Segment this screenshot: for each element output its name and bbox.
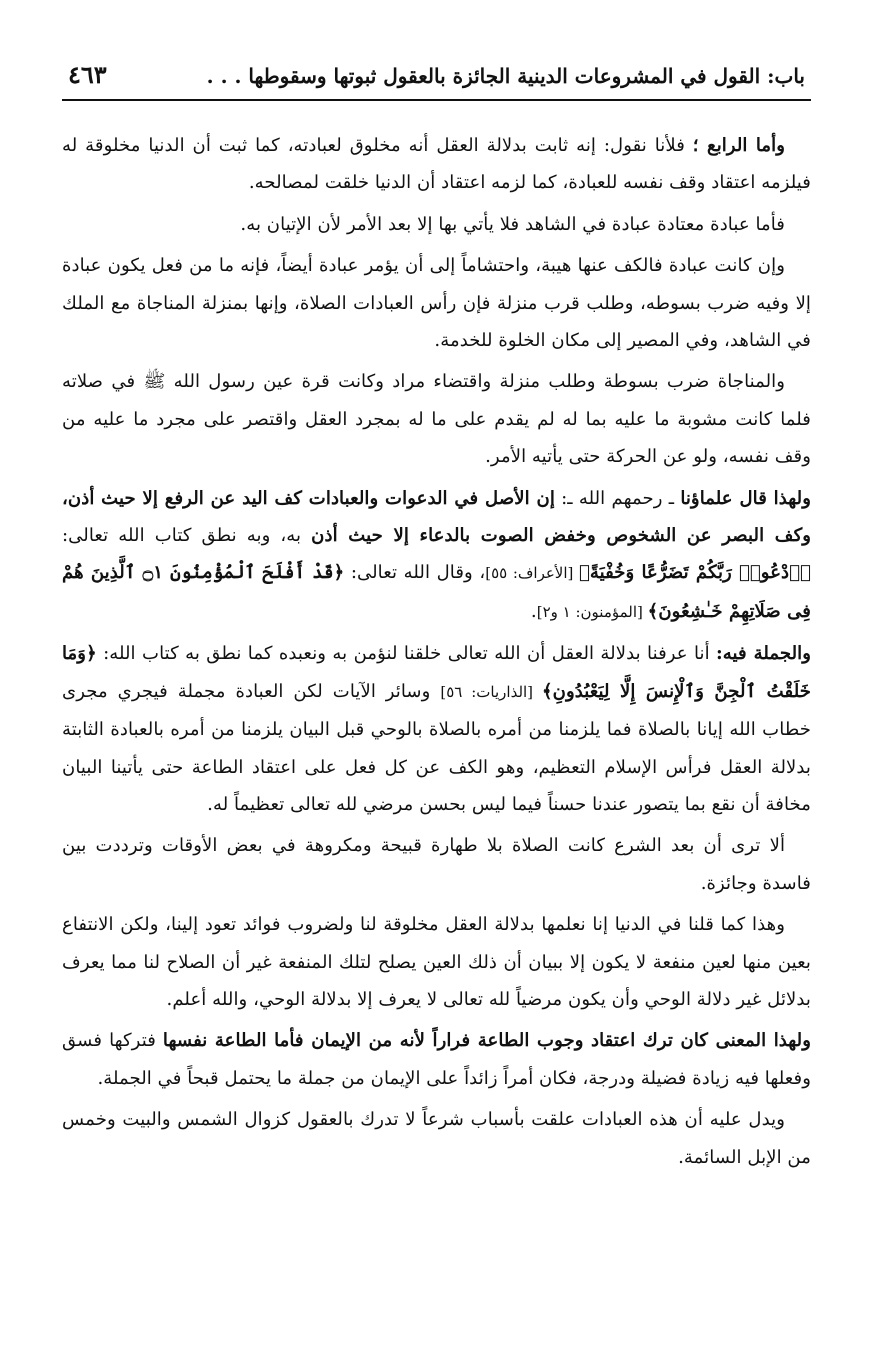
- paragraph-6: [62, 635, 811, 823]
- paragraph-text: فأما عبادة معتادة عبادة في الشاهد فلا يأتي بها إلا بعد الأمر لأن الإتيان به.: [240, 213, 785, 235]
- verse-reference: [الذاريات: ٥٦]: [440, 682, 542, 701]
- page-body: [62, 127, 811, 1176]
- verse-reference: [المؤمنون: ١ و٢]: [536, 602, 648, 621]
- lead-phrase: ولهذا المعنى كان ترك اعتقاد وجوب الطاعة فراراً لأنه من الإيمان فأما الطاعة نفسها: [162, 1030, 812, 1052]
- paragraph-10: [62, 1101, 811, 1176]
- paragraph-7: [62, 827, 811, 902]
- paragraph-4: [62, 363, 811, 475]
- paragraph-text: ، وقال الله تعالى:: [344, 562, 486, 584]
- paragraph-9: [62, 1022, 811, 1097]
- quran-verse: ﴿وَمَا خَلَقْتُ ٱلْجِنَّ وَٱلْإِنسَ إِلَّا لِيَعْبُدُونِ﴾: [62, 643, 812, 702]
- page-header: [62, 60, 811, 101]
- paragraph-5: [62, 480, 811, 632]
- paragraph-1: [62, 127, 811, 202]
- lead-phrase: وأما الرابع ؛: [692, 135, 785, 156]
- paragraph-text: ويدل عليه أن هذه العبادات علقت بأسباب شرعاً لا تدرك بالعقول كزوال الشمس والبيت وخمس من الإبل السائمة.: [62, 1109, 811, 1168]
- paragraph-text: ـ رحمهم الله ـ:: [554, 487, 681, 509]
- paragraph-text: وإن كانت عبادة فالكف عنها هيبة، واحتشاماً إلى أن يؤمر عبادة أيضاً، فإنه ما من فعل يكون عبادة إلا وفيه ضرب بسوطه، وطلب قرب منزلة فإن رأس العبادات الصلاة، وإنها بمنزلة المناجاة مع الملك في الشاهد، وفي المصير إلى مكان الخلوة للخدمة.: [62, 255, 811, 352]
- lead-phrase: ولهذا قال علماؤنا: [680, 487, 811, 509]
- paragraph-text: فتركها فسق وفعلها فيه زيادة فضيلة ودرجة، فكان أمراً زائداً على الإيمان من جملة ما يحتمل قبحاً في الجملة.: [62, 1030, 811, 1089]
- paragraph-text: به، وبه نطق كتاب الله تعالى:: [62, 525, 312, 547]
- paragraph-text: أنا عرفنا بدلالة العقل أن الله تعالى خلقنا لنؤمن به ونعبده كما نطق به كتاب الله:: [96, 643, 717, 665]
- quran-verse: ﴿ٱدْعُوا۟ رَبَّكُمْ تَضَرُّعًا وَخُفْيَةً﴾: [578, 562, 811, 584]
- paragraph-8: [62, 906, 811, 1018]
- verse-reference: [الأعراف: ٥٥]: [485, 564, 579, 583]
- paragraph-3: [62, 247, 811, 359]
- paragraph-text: فلأنا نقول: إنه ثابت بدلالة العقل أنه مخلوق لعبادته، كما ثبت أن الدنيا مخلوقة له فيلزمه اعتقاد وقف نفسه للعبادة، كما لزمه اعتقاد أن الدنيا خلقت لمصالحه.: [62, 135, 811, 194]
- page-number: ٤٦٣: [68, 60, 107, 89]
- paragraph-text: وهذا كما قلنا في الدنيا إنا نعلمها بدلالة العقل مخلوقة لنا ولضروب فوائد تعود إلينا، ولكن الانتفاع بعين منها لعين منفعة لا يكون إلا ببيان أن ذلك العين يصلح لتلك المنفعة غير أن الصلاح لنا مما يعرف بدلائل غير دلالة الوحي وأن يكون مرضياً لله تعالى لا يعرف إلا بدلالة الوحي، والله أعلم.: [62, 914, 811, 1010]
- lead-phrase: والجملة فيه:: [716, 643, 811, 665]
- paragraph-2: [62, 206, 811, 243]
- chapter-title: باب: القول في المشروعات الدينية الجائزة بالعقول ثبوتها وسقوطها . . .: [206, 64, 805, 88]
- quran-verse: ﴿قَدْ أَفْلَحَ ٱلْمُؤْمِنُونَ ۝١ ٱلَّذِينَ هُمْ فِى صَلَاتِهِمْ خَـٰشِعُونَ﴾: [62, 562, 811, 622]
- paragraph-text: وسائر الآيات لكن العبادة مجملة فيجري مجرى خطاب الله إيانا بالصلاة فما يلزمنا من أمره بالصلاة بالوحي قبل البيان يلزمنا من أمره بالعبادة الثابتة بدلالة العقل فرأس الإسلام التعظيم، وهو الكف عن كل فعل على اعتقاد الطاعة حتى يأتينا البيان مخافة أن نقع بما يتصور عندنا حسناً فيما ليس بحسن مرضي لله تعالى تعظيماً له.: [62, 680, 811, 815]
- bold-phrase: إن الأصل في الدعوات والعبادات كف اليد عن الرفع إلا حيث أذن، وكف البصر عن الشخوص وخفض الصوت بالدعاء إلا حيث أذن: [62, 487, 812, 547]
- paragraph-text: .: [530, 600, 537, 622]
- paragraph-text: والمناجاة ضرب بسوطة وطلب منزلة واقتضاء مراد وكانت قرة عين رسول الله ﷺ في صلاته فلما كانت مشوبة ما عليه بما له لم يقدم على ما له بمجرد العقل واقتصر على مجرد ما عليه من وقف نفسه، ولو عن الحركة حتى يأتيه الأمر.: [62, 371, 811, 468]
- paragraph-text: ألا ترى أن بعد الشرع كانت الصلاة بلا طهارة قبيحة ومكروهة في بعض الأوقات وترددت بين فاسدة وجائزة.: [62, 835, 811, 894]
